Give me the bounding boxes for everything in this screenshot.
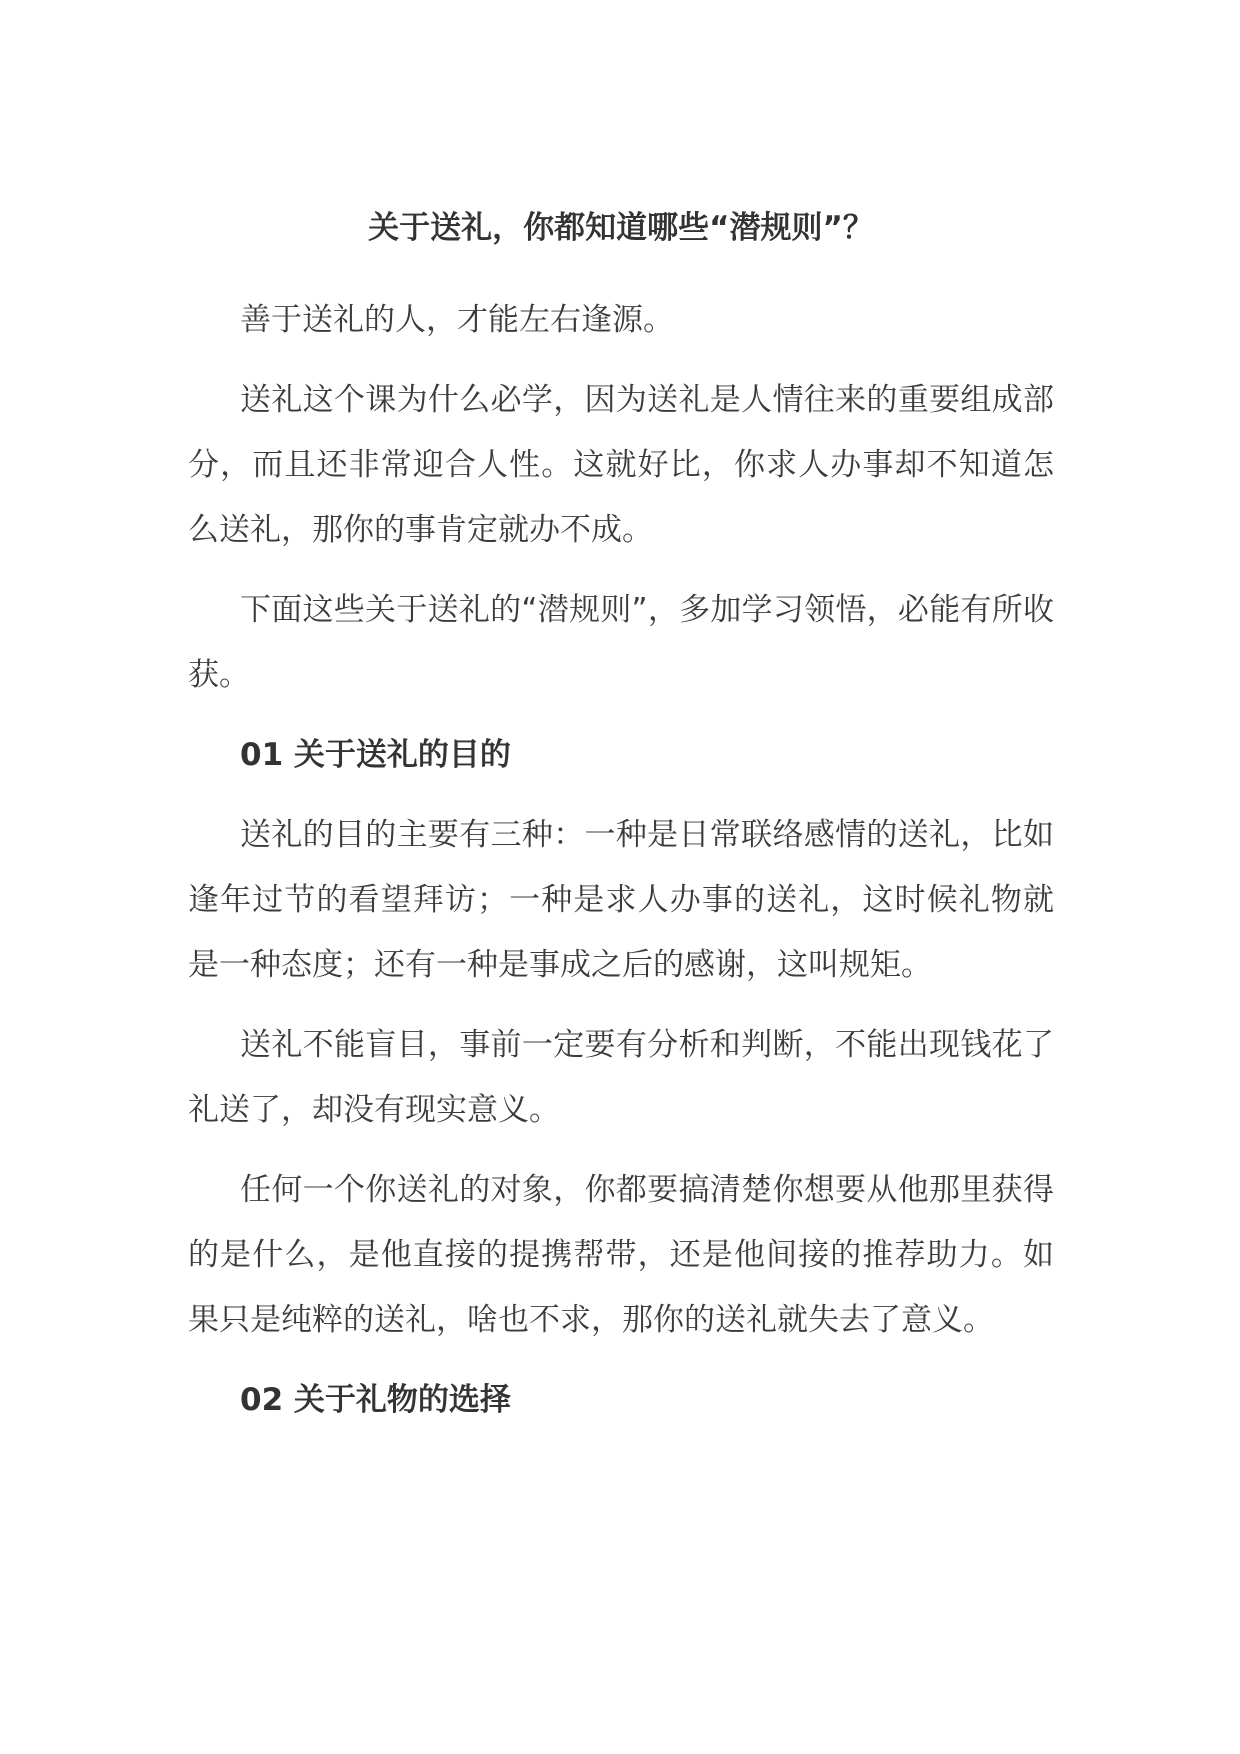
document-content: [188, 200, 1054, 1448]
section-heading-01: 01 关于送礼的目的: [240, 737, 511, 773]
paragraph-not-blind: 送礼不能盲目，事前一定要有分析和判断，不能出现钱花了礼送了，却没有现实意义。: [188, 1027, 1054, 1128]
paragraph-why-learn: 送礼这个课为什么必学，因为送礼是人情往来的重要组成部分，而且还非常迎合人性。这就好比，你求人办事却不知道怎么送礼，那你的事肯定就办不成。: [188, 382, 1054, 548]
document-title: 关于送礼，你都知道哪些“潜规则”？: [368, 210, 874, 246]
section-heading-02: 02 关于礼物的选择: [240, 1382, 511, 1418]
paragraph-target: 任何一个你送礼的对象，你都要搞清楚你想要从他那里获得的是什么，是他直接的提携帮带，还是他间接的推荐助力。如果只是纯粹的送礼，啥也不求，那你的送礼就失去了意义。: [188, 1172, 1054, 1338]
paragraph-intro: 善于送礼的人，才能左右逢源。: [240, 302, 674, 338]
paragraph-purposes: 送礼的目的主要有三种：一种是日常联络感情的送礼，比如逢年过节的看望拜访；一种是求人办事的送礼，这时候礼物就是一种态度；还有一种是事成之后的感谢，这叫规矩。: [188, 817, 1054, 983]
paragraph-hidden-rules: 下面这些关于送礼的“潜规则”，多加学习领悟，必能有所收获。: [188, 592, 1054, 693]
